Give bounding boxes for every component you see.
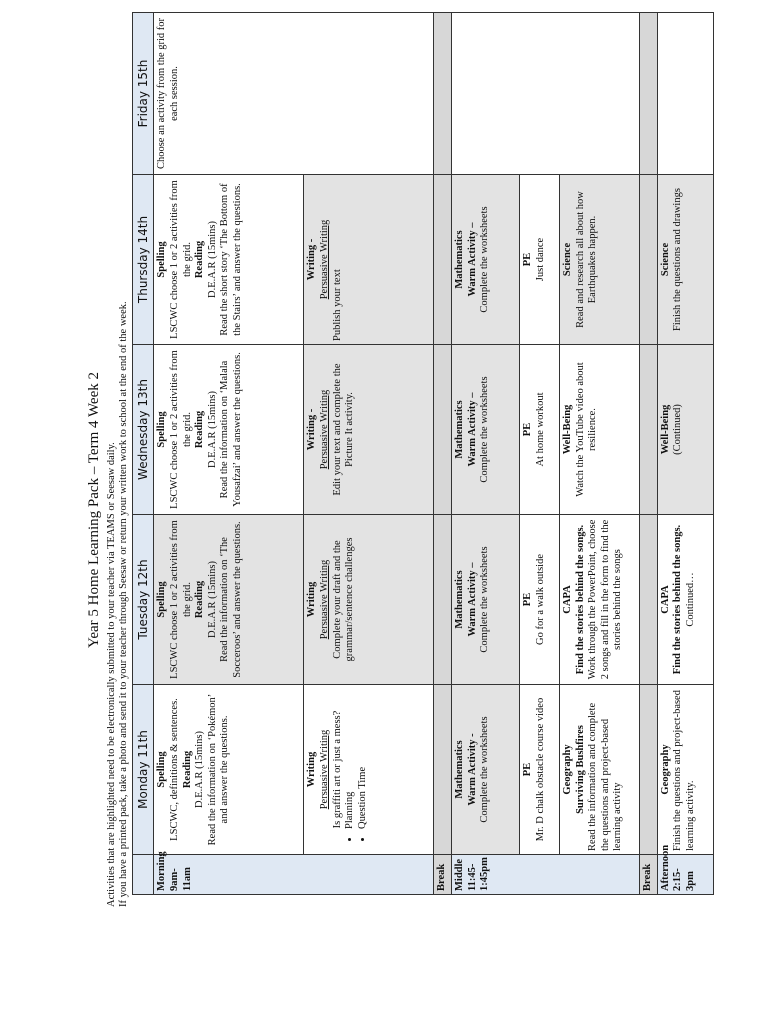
activity-title: Geography bbox=[561, 744, 573, 795]
activity-subtitle: Persuasive Writing bbox=[318, 219, 330, 300]
middle-row-maths bbox=[451, 13, 519, 895]
session-break: Break bbox=[434, 855, 452, 895]
activity-text: LSCWC choose 1 or 2 activities from the grid. bbox=[168, 180, 193, 339]
activity-subtitle: Warm Activity - bbox=[466, 733, 478, 806]
activity-text: Work through the PowerPoint, choose 2 songs and fill in the form to find the stories behind the songs bbox=[587, 519, 624, 680]
activity-title: Spelling bbox=[156, 241, 168, 278]
cell-tue-maths bbox=[451, 515, 519, 685]
break-row bbox=[639, 13, 657, 895]
activity-subtitle: Persuasive Writing bbox=[318, 559, 330, 640]
activity-subtitle: Warm Activity – bbox=[466, 562, 478, 637]
activity-subtitle: Warm Activity – bbox=[466, 222, 478, 297]
activity-text: (Continued) bbox=[672, 404, 684, 455]
cell-wed-writing bbox=[304, 345, 434, 515]
morning-row-reading bbox=[154, 13, 304, 895]
activity-text: LSCWC choose 1 or 2 activities from the grid. bbox=[168, 520, 193, 679]
cell-mon-geography bbox=[559, 685, 639, 855]
activity-title: Reading bbox=[181, 750, 193, 789]
activity-subtitle: Find the stories behind the songs. bbox=[574, 524, 586, 675]
cell-fri-afternoon bbox=[657, 13, 713, 175]
cell-friday-choose bbox=[154, 13, 434, 175]
activity-title: Spelling bbox=[156, 411, 168, 448]
activity-title: Mathematics bbox=[453, 740, 465, 799]
activity-text: Read the information and complete the questions and project-based learning activity bbox=[587, 702, 624, 851]
activity-text: Finish the questions and project-based learning activity. bbox=[672, 690, 696, 851]
timetable bbox=[132, 12, 714, 895]
activity-title: Reading bbox=[194, 580, 206, 619]
printed-pack-note: If you have a printed pack, take a photo and send it to your teacher through Seesaw or return your written work to school at the end of the week. bbox=[118, 301, 129, 907]
cell-tue-afternoon bbox=[657, 515, 713, 685]
activity-text: Is graffiti art or just a mess? bbox=[331, 710, 343, 829]
activity-text: Watch the YouTube video about resilience. bbox=[574, 362, 599, 497]
activity-title: Writing - bbox=[306, 238, 318, 281]
cell-wed-maths bbox=[451, 345, 519, 515]
day-header: Friday 15th bbox=[133, 13, 154, 175]
friday-instructions: Choose an activity from the grid for each session. bbox=[156, 17, 180, 170]
activity-text: D.E.A.R (15mins) bbox=[206, 391, 218, 468]
activity-text: Just dance bbox=[534, 237, 546, 282]
activity-title: Science bbox=[561, 242, 573, 277]
break-fill bbox=[639, 13, 657, 175]
cell-wed-pe bbox=[519, 345, 559, 515]
activity-text: D.E.A.R (15mins) bbox=[194, 731, 206, 808]
page-title: Year 5 Home Learning Pack – Term 4 Week 2 bbox=[86, 372, 102, 649]
activity-title: Reading bbox=[194, 240, 206, 279]
cell-mon-spelling-reading bbox=[154, 685, 304, 855]
list-item: • Question Time bbox=[357, 688, 370, 829]
break-fill bbox=[434, 515, 452, 685]
activity-text: Complete the worksheets bbox=[479, 376, 491, 483]
activity-text: LSCWC, definitions & sentences. bbox=[168, 698, 180, 841]
cell-tue-spelling-reading bbox=[154, 515, 304, 685]
break-fill bbox=[434, 685, 452, 855]
cell-mon-maths bbox=[451, 685, 519, 855]
activity-subtitle: Surviving Bushfires bbox=[574, 725, 586, 814]
activity-title: CAPA bbox=[561, 585, 573, 614]
activity-text: D.E.A.R (15mins) bbox=[206, 561, 218, 638]
activity-title: PE bbox=[521, 762, 533, 777]
break-fill bbox=[639, 685, 657, 855]
session-break: Break bbox=[639, 855, 657, 895]
activity-title: Mathematics bbox=[453, 230, 465, 289]
cell-tue-writing bbox=[304, 515, 434, 685]
activity-title: Spelling bbox=[156, 751, 168, 788]
cell-thu-pe bbox=[519, 175, 559, 345]
activity-title: Well-Being bbox=[659, 404, 671, 455]
cell-wed-wellbeing bbox=[559, 345, 639, 515]
day-header: Tuesday 12th bbox=[133, 515, 154, 685]
break-fill bbox=[639, 175, 657, 345]
day-header: Wednesday 13th bbox=[133, 345, 154, 515]
break-row bbox=[434, 13, 452, 895]
afternoon-row bbox=[657, 13, 713, 895]
activity-subtitle: Persuasive Writing bbox=[318, 389, 330, 470]
cell-thu-maths bbox=[451, 175, 519, 345]
activity-text: Read the information on ‘The Socceroos’ and answer the questions. bbox=[219, 521, 243, 678]
activity-subtitle: Find the stories behind the songs. bbox=[672, 524, 684, 675]
rotated-document bbox=[78, 5, 770, 1015]
activity-text: Publish your text bbox=[331, 269, 343, 341]
activity-text: Complete your draft and the grammar/sentence challenges bbox=[331, 537, 356, 662]
activity-text: Complete the worksheets bbox=[479, 546, 491, 653]
activity-title: Geography bbox=[659, 744, 671, 795]
day-header-row bbox=[133, 13, 154, 895]
corner-cell bbox=[133, 855, 154, 895]
activity-title: Reading bbox=[194, 410, 206, 449]
break-fill bbox=[639, 515, 657, 685]
list-item: • Planning bbox=[344, 688, 357, 829]
activity-text: Continued… bbox=[684, 572, 696, 627]
activity-text: Read the information on ‘Pokémon’ and answer the questions. bbox=[206, 693, 231, 846]
activity-text: Go for a walk outside bbox=[534, 554, 546, 645]
submission-note: Activities that are highlighted need to be electronically submitted to your teacher via TEAMS or Seesaw daily. bbox=[106, 442, 117, 907]
activity-subtitle: Warm Activity – bbox=[466, 392, 478, 467]
cell-mon-afternoon bbox=[657, 685, 713, 855]
activity-text: Finish the questions and drawings bbox=[672, 188, 684, 331]
activity-text: LSCWC choose 1 or 2 activities from the grid. bbox=[168, 350, 193, 509]
activity-text: Read the short story ‘The Bottom of the Stairs’ and answer the questions. bbox=[219, 183, 243, 336]
cell-tue-capa bbox=[559, 515, 639, 685]
activity-text: Complete the worksheets bbox=[479, 716, 491, 823]
cell-wed-afternoon bbox=[657, 345, 713, 515]
cell-mon-writing bbox=[304, 685, 434, 855]
break-fill bbox=[434, 345, 452, 515]
activity-title: PE bbox=[521, 422, 533, 437]
cell-tue-pe bbox=[519, 515, 559, 685]
activity-title: Mathematics bbox=[453, 400, 465, 459]
document-page bbox=[78, 5, 770, 1015]
cell-wed-spelling-reading bbox=[154, 345, 304, 515]
cell-thu-spelling-reading bbox=[154, 175, 304, 345]
activity-subtitle: Persuasive Writing bbox=[318, 729, 330, 810]
activity-text: Read and research all about how Earthquakes happen. bbox=[574, 191, 599, 328]
session-middle: Middle 11:45-1:45pm bbox=[451, 855, 639, 895]
cell-thu-science bbox=[559, 175, 639, 345]
activity-text: At home workout bbox=[534, 392, 546, 467]
break-fill bbox=[639, 345, 657, 515]
session-afternoon: Afternoon 2:15-3pm bbox=[657, 855, 713, 895]
activity-title: CAPA bbox=[659, 585, 671, 614]
activity-title: Mathematics bbox=[453, 570, 465, 629]
activity-text: Edit your text and complete the Picture It activity. bbox=[331, 363, 356, 496]
cell-thu-afternoon bbox=[657, 175, 713, 345]
activity-title: Writing bbox=[306, 581, 318, 618]
session-morning: Morning 9am-11am bbox=[154, 855, 434, 895]
activity-text: Read the information on ‘Malala Yousafzai’ and answer the questions. bbox=[219, 352, 243, 507]
activity-title: Spelling bbox=[156, 581, 168, 618]
cell-fri-middle bbox=[451, 13, 639, 175]
cell-thu-writing bbox=[304, 175, 434, 345]
activity-text: D.E.A.R (15mins) bbox=[206, 221, 218, 298]
day-header: Monday 11th bbox=[133, 685, 154, 855]
activity-text: Mr. D chalk obstacle course video bbox=[534, 697, 546, 842]
writing-steps bbox=[344, 688, 369, 851]
activity-title: Science bbox=[659, 242, 671, 277]
activity-title: Well-Being bbox=[561, 404, 573, 455]
day-header: Thursday 14th bbox=[133, 175, 154, 345]
activity-title: PE bbox=[521, 592, 533, 607]
cell-mon-pe bbox=[519, 685, 559, 855]
activity-title: PE bbox=[521, 252, 533, 267]
break-fill bbox=[434, 175, 452, 345]
activity-text: Complete the worksheets bbox=[479, 206, 491, 313]
break-fill bbox=[434, 13, 452, 175]
activity-title: Writing bbox=[306, 751, 318, 788]
activity-title: Writing - bbox=[306, 408, 318, 451]
